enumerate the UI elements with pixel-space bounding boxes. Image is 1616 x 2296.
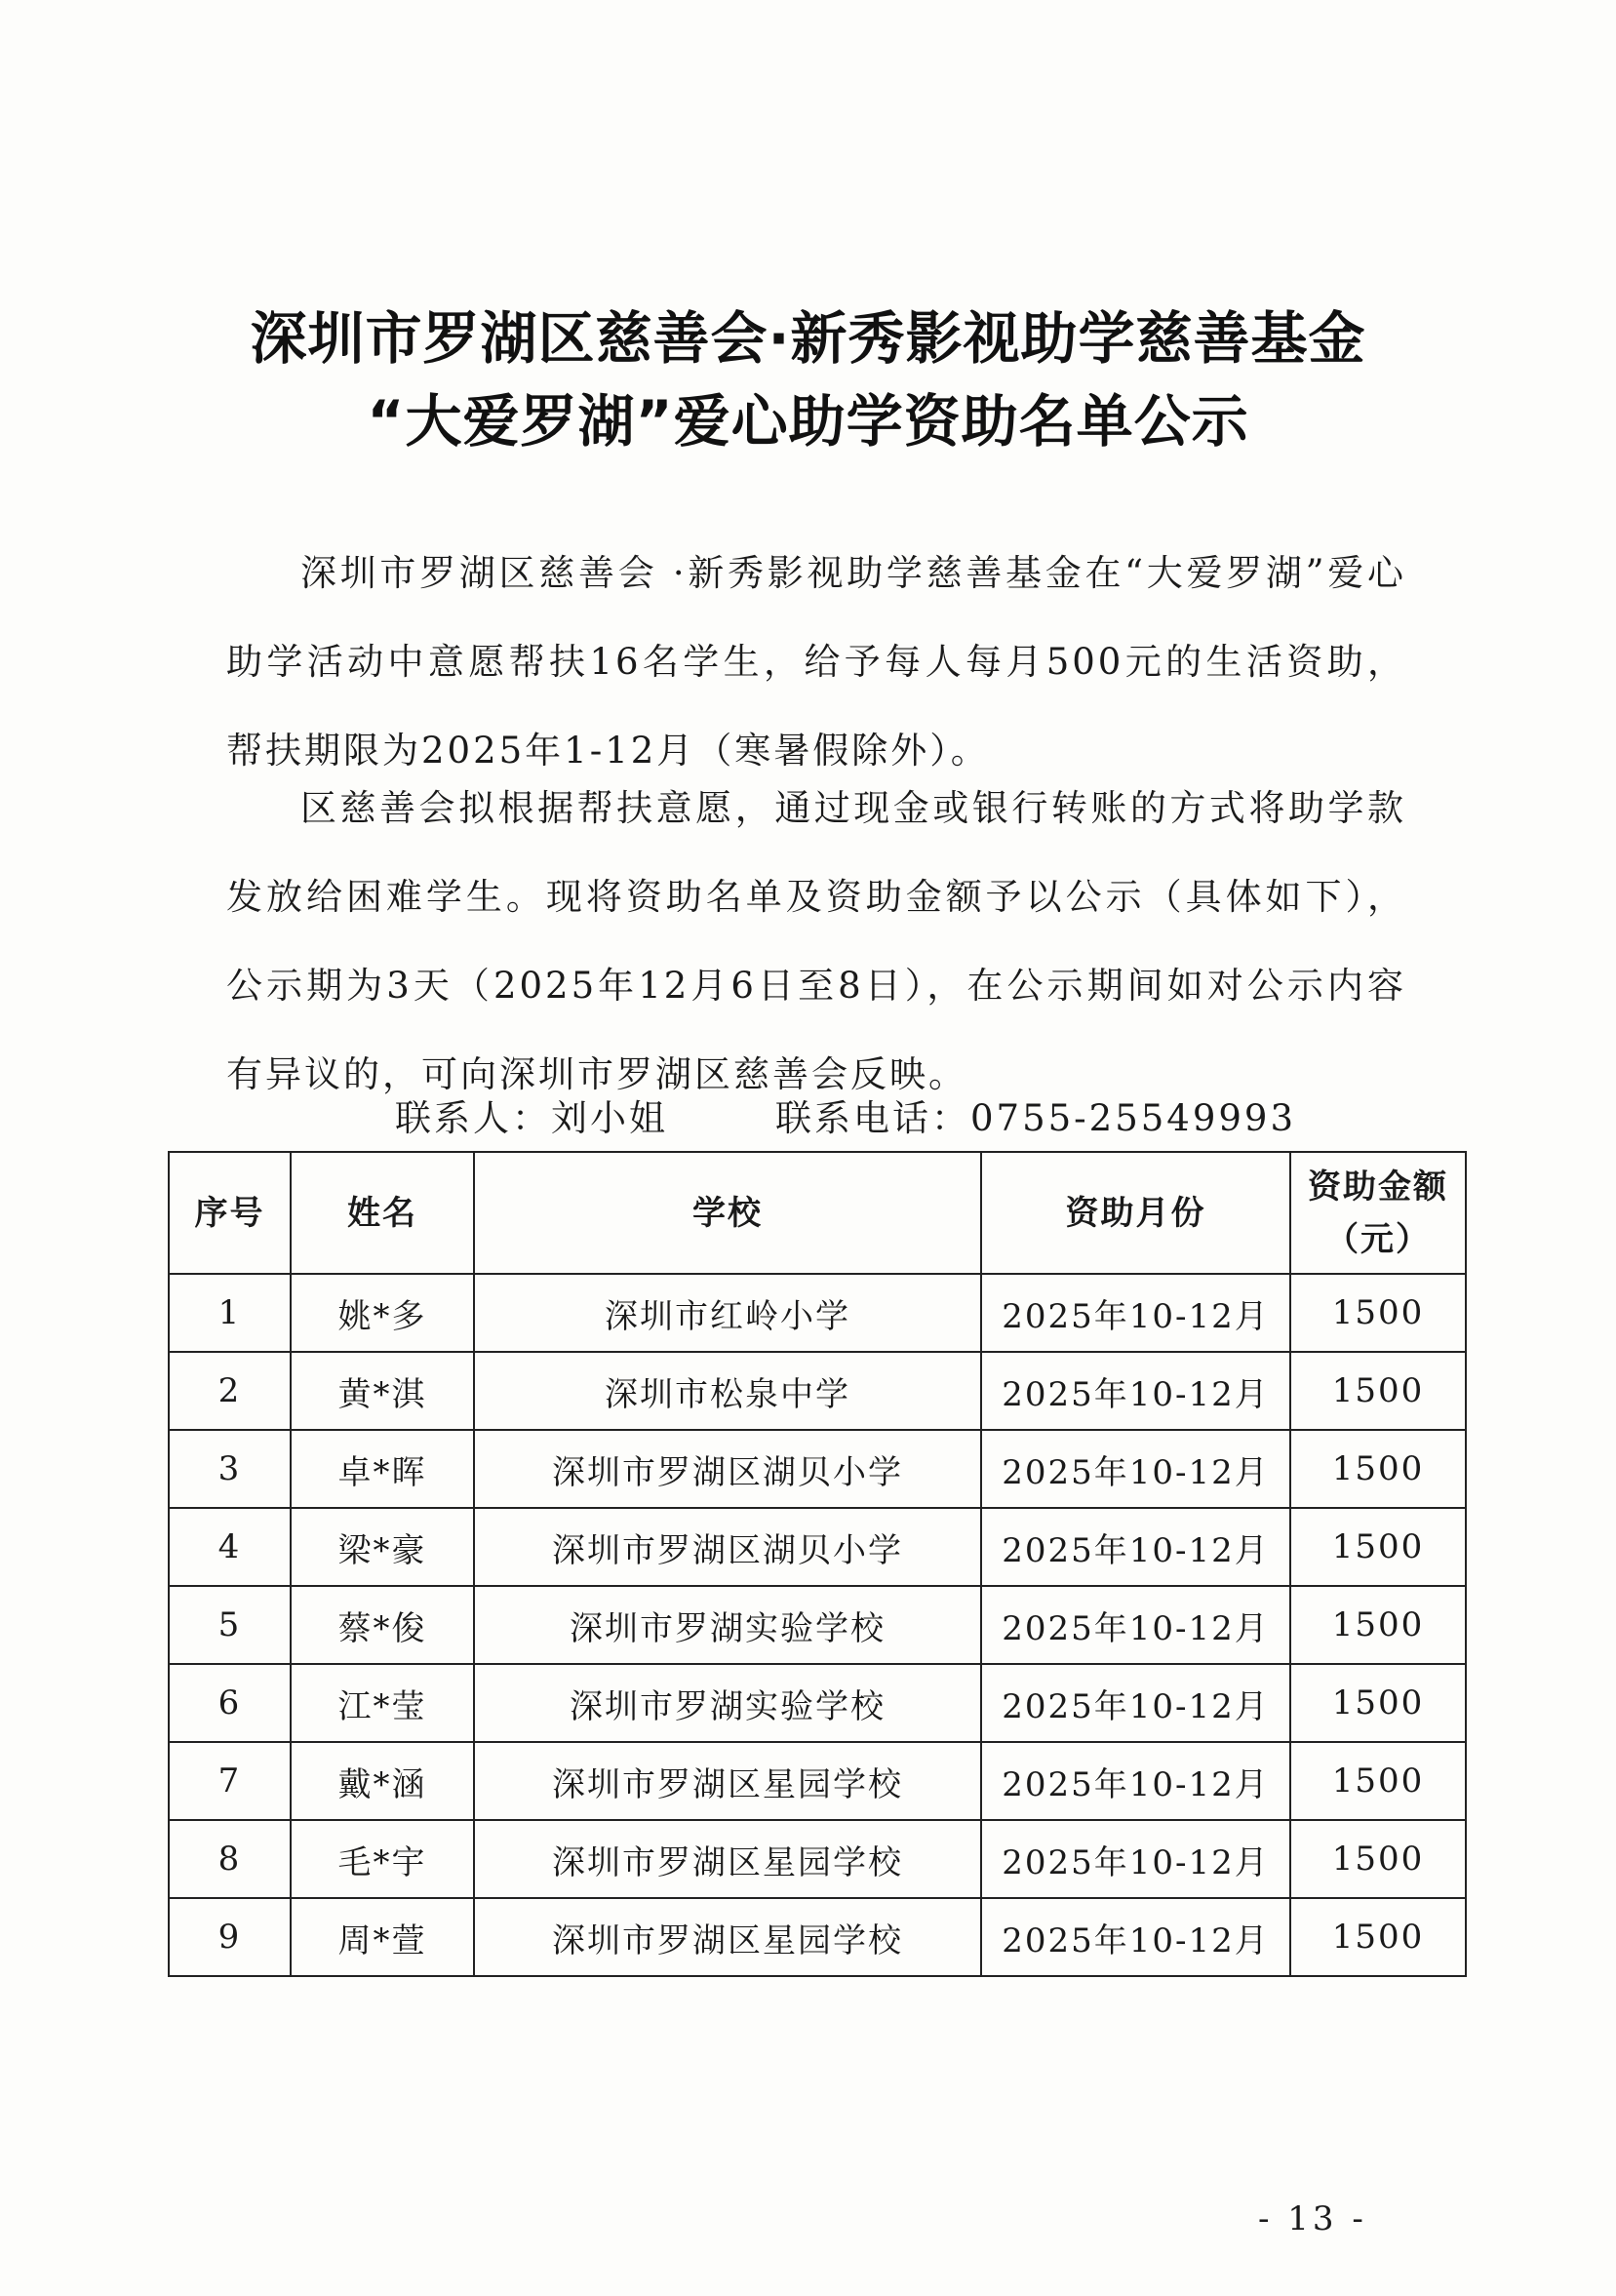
- cell-months: 2025年10-12月: [981, 1586, 1290, 1664]
- cell-school: 深圳市松泉中学: [474, 1352, 981, 1430]
- cell-school: 深圳市罗湖区星园学校: [474, 1742, 981, 1820]
- cell-months: 2025年10-12月: [981, 1274, 1290, 1352]
- cell-name: 梁*豪: [291, 1508, 474, 1586]
- funding-table: [168, 1151, 1467, 1977]
- cell-amount: 1500: [1290, 1352, 1466, 1430]
- cell-months: 2025年10-12月: [981, 1820, 1290, 1898]
- cell-index: 8: [169, 1820, 291, 1898]
- cell-school: 深圳市罗湖区星园学校: [474, 1820, 981, 1898]
- cell-amount: 1500: [1290, 1430, 1466, 1508]
- cell-index: 9: [169, 1898, 291, 1976]
- paragraph-2: 区慈善会拟根据帮扶意愿，通过现金或银行转账的方式将助学款发放给困难学生。现将资助名单及资助金额予以公示（具体如下），公示期为3天（2025年12月6日至8日），在公示期间如对公示内容有异议的，可向深圳市罗湖区慈善会反映。: [226, 787, 1406, 1095]
- cell-months: 2025年10-12月: [981, 1664, 1290, 1742]
- header-amount-line1: 资助金额: [1308, 1167, 1448, 1207]
- header-months: 资助月份: [981, 1152, 1290, 1274]
- contact-phone: 联系电话：0755-25549993: [775, 1097, 1296, 1139]
- cell-amount: 1500: [1290, 1274, 1466, 1352]
- header-amount: [1290, 1152, 1466, 1274]
- cell-name: 戴*涵: [291, 1742, 474, 1820]
- cell-index: 7: [169, 1742, 291, 1820]
- cell-index: 6: [169, 1664, 291, 1742]
- cell-name: 卓*晖: [291, 1430, 474, 1508]
- cell-name: 毛*宇: [291, 1820, 474, 1898]
- table-row: [169, 1430, 1466, 1508]
- cell-months: 2025年10-12月: [981, 1742, 1290, 1820]
- title-line-1: 深圳市罗湖区慈善会·新秀影视助学慈善基金: [250, 305, 1366, 372]
- header-name: 姓名: [291, 1152, 474, 1274]
- cell-index: 3: [169, 1430, 291, 1508]
- cell-index: 4: [169, 1508, 291, 1586]
- cell-name: 黄*淇: [291, 1352, 474, 1430]
- page-number: - 13 -: [1258, 2199, 1367, 2238]
- cell-school: 深圳市罗湖区星园学校: [474, 1898, 981, 1976]
- cell-name: 江*莹: [291, 1664, 474, 1742]
- cell-index: 1: [169, 1274, 291, 1352]
- cell-amount: 1500: [1290, 1820, 1466, 1898]
- table-row: [169, 1898, 1466, 1976]
- header-amount-line2: （元）: [1325, 1219, 1431, 1259]
- cell-amount: 1500: [1290, 1586, 1466, 1664]
- table-row: [169, 1586, 1466, 1664]
- contact-person: 联系人：刘小姐: [395, 1097, 668, 1139]
- cell-amount: 1500: [1290, 1898, 1466, 1976]
- cell-school: 深圳市罗湖实验学校: [474, 1586, 981, 1664]
- cell-school: 深圳市罗湖区湖贝小学: [474, 1430, 981, 1508]
- cell-amount: 1500: [1290, 1742, 1466, 1820]
- contact-line: [395, 1089, 1296, 1141]
- header-school: 学校: [474, 1152, 981, 1274]
- cell-amount: 1500: [1290, 1508, 1466, 1586]
- cell-school: 深圳市罗湖实验学校: [474, 1664, 981, 1742]
- cell-months: 2025年10-12月: [981, 1430, 1290, 1508]
- table-row: [169, 1274, 1466, 1352]
- cell-name: 蔡*俊: [291, 1586, 474, 1664]
- header-index: 序号: [169, 1152, 291, 1274]
- cell-months: 2025年10-12月: [981, 1898, 1290, 1976]
- table-row: [169, 1742, 1466, 1820]
- cell-index: 2: [169, 1352, 291, 1430]
- cell-school: 深圳市罗湖区湖贝小学: [474, 1508, 981, 1586]
- table-row: [169, 1820, 1466, 1898]
- table-row: [169, 1508, 1466, 1586]
- table-row: [169, 1352, 1466, 1430]
- cell-amount: 1500: [1290, 1664, 1466, 1742]
- cell-name: 周*萱: [291, 1898, 474, 1976]
- paragraph-1: 深圳市罗湖区慈善会 ·新秀影视助学慈善基金在“大爱罗湖”爱心助学活动中意愿帮扶16名学生，给予每人每月500元的生活资助，帮扶期限为2025年1-12月（寒暑假除外）。: [226, 552, 1406, 772]
- title-line-2: “大爱罗湖”爱心助学资助名单公示: [367, 388, 1249, 455]
- cell-months: 2025年10-12月: [981, 1352, 1290, 1430]
- cell-school: 深圳市红岭小学: [474, 1274, 981, 1352]
- table-header-row: [169, 1152, 1466, 1274]
- cell-name: 姚*多: [291, 1274, 474, 1352]
- cell-months: 2025年10-12月: [981, 1508, 1290, 1586]
- table-row: [169, 1664, 1466, 1742]
- cell-index: 5: [169, 1586, 291, 1664]
